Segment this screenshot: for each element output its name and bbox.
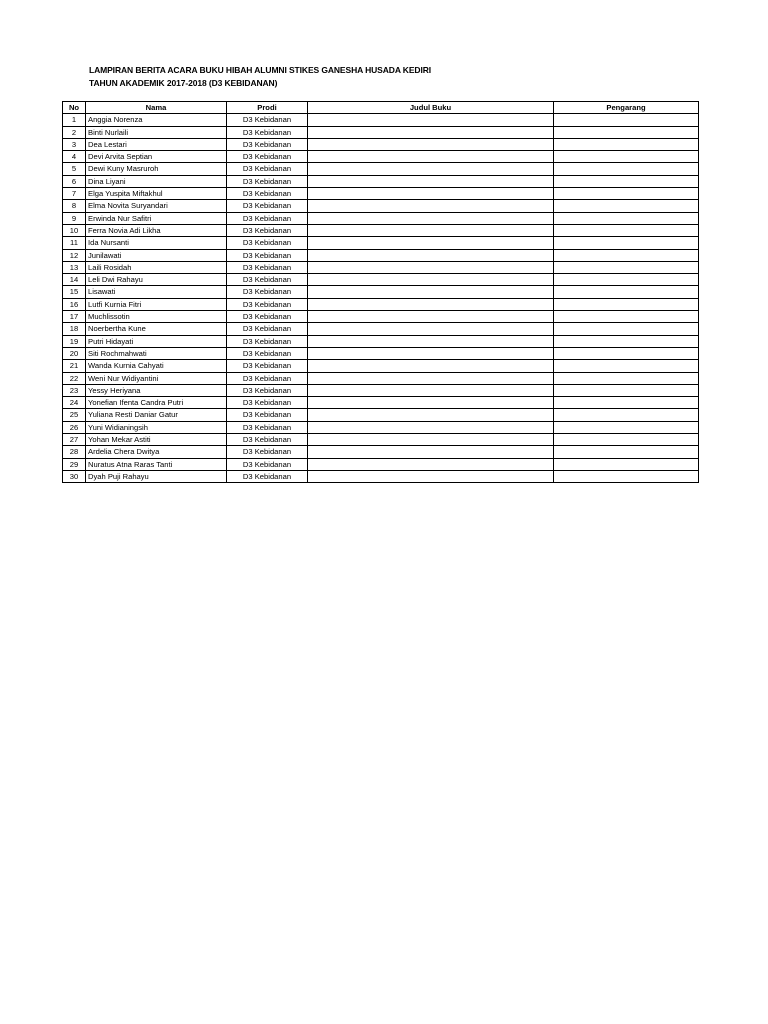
- cell-nama: Siti Rochmahwati: [86, 347, 227, 359]
- cell-no: 22: [63, 372, 86, 384]
- cell-no: 12: [63, 249, 86, 261]
- cell-prodi: D3 Kebidanan: [227, 126, 308, 138]
- header-prodi: Prodi: [227, 102, 308, 114]
- table-row: [63, 151, 699, 163]
- cell-nama: Elma Novita Suryandari: [86, 200, 227, 212]
- cell-judul-buku: [308, 249, 554, 261]
- cell-no: 10: [63, 224, 86, 236]
- cell-pengarang: [554, 274, 699, 286]
- cell-judul-buku: [308, 335, 554, 347]
- cell-judul-buku: [308, 311, 554, 323]
- cell-judul-buku: [308, 188, 554, 200]
- cell-pengarang: [554, 212, 699, 224]
- cell-prodi: D3 Kebidanan: [227, 397, 308, 409]
- cell-pengarang: [554, 421, 699, 433]
- cell-pengarang: [554, 224, 699, 236]
- cell-no: 6: [63, 175, 86, 187]
- cell-no: 5: [63, 163, 86, 175]
- table-row: [63, 397, 699, 409]
- cell-prodi: D3 Kebidanan: [227, 224, 308, 236]
- cell-no: 17: [63, 311, 86, 323]
- cell-no: 15: [63, 286, 86, 298]
- cell-judul-buku: [308, 224, 554, 236]
- cell-prodi: D3 Kebidanan: [227, 347, 308, 359]
- table-row: [63, 421, 699, 433]
- cell-pengarang: [554, 372, 699, 384]
- table-row: [63, 335, 699, 347]
- cell-no: 8: [63, 200, 86, 212]
- cell-pengarang: [554, 434, 699, 446]
- cell-nama: Elga Yuspita Miftakhul: [86, 188, 227, 200]
- table-body: [63, 114, 699, 483]
- cell-judul-buku: [308, 372, 554, 384]
- cell-pengarang: [554, 249, 699, 261]
- cell-nama: Lutfi Kurnia Fitri: [86, 298, 227, 310]
- cell-prodi: D3 Kebidanan: [227, 163, 308, 175]
- table-row: [63, 274, 699, 286]
- cell-judul-buku: [308, 434, 554, 446]
- book-grant-table: [62, 101, 699, 483]
- cell-nama: Leli Dwi Rahayu: [86, 274, 227, 286]
- cell-prodi: D3 Kebidanan: [227, 138, 308, 150]
- document-subtitle: TAHUN AKADEMIK 2017-2018 (D3 KEBIDANAN): [89, 78, 278, 88]
- table-row: [63, 409, 699, 421]
- cell-judul-buku: [308, 360, 554, 372]
- cell-prodi: D3 Kebidanan: [227, 151, 308, 163]
- cell-nama: Yuni Widianingsih: [86, 421, 227, 433]
- cell-pengarang: [554, 458, 699, 470]
- cell-pengarang: [554, 446, 699, 458]
- cell-pengarang: [554, 384, 699, 396]
- cell-pengarang: [554, 114, 699, 126]
- cell-judul-buku: [308, 397, 554, 409]
- table-row: [63, 347, 699, 359]
- cell-nama: Dina Liyani: [86, 175, 227, 187]
- cell-nama: Muchlissotin: [86, 311, 227, 323]
- cell-nama: Yonefian Ifenta Candra Putri: [86, 397, 227, 409]
- cell-prodi: D3 Kebidanan: [227, 175, 308, 187]
- table-row: [63, 175, 699, 187]
- cell-prodi: D3 Kebidanan: [227, 360, 308, 372]
- cell-nama: Dewi Kuny Masruroh: [86, 163, 227, 175]
- cell-nama: Yessy Heriyana: [86, 384, 227, 396]
- table-row: [63, 286, 699, 298]
- cell-nama: Dea Lestari: [86, 138, 227, 150]
- cell-no: 19: [63, 335, 86, 347]
- cell-prodi: D3 Kebidanan: [227, 188, 308, 200]
- cell-no: 16: [63, 298, 86, 310]
- cell-prodi: D3 Kebidanan: [227, 200, 308, 212]
- cell-prodi: D3 Kebidanan: [227, 409, 308, 421]
- table-row: [63, 470, 699, 482]
- cell-prodi: D3 Kebidanan: [227, 421, 308, 433]
- cell-prodi: D3 Kebidanan: [227, 470, 308, 482]
- cell-judul-buku: [308, 126, 554, 138]
- table-row: [63, 360, 699, 372]
- cell-prodi: D3 Kebidanan: [227, 372, 308, 384]
- cell-pengarang: [554, 335, 699, 347]
- table-row: [63, 311, 699, 323]
- cell-nama: Junilawati: [86, 249, 227, 261]
- table-row: [63, 434, 699, 446]
- cell-no: 13: [63, 261, 86, 273]
- table-row: [63, 298, 699, 310]
- cell-judul-buku: [308, 200, 554, 212]
- cell-prodi: D3 Kebidanan: [227, 261, 308, 273]
- cell-judul-buku: [308, 298, 554, 310]
- cell-judul-buku: [308, 261, 554, 273]
- table-row: [63, 237, 699, 249]
- table-row: [63, 126, 699, 138]
- cell-judul-buku: [308, 470, 554, 482]
- cell-judul-buku: [308, 138, 554, 150]
- cell-judul-buku: [308, 175, 554, 187]
- cell-no: 1: [63, 114, 86, 126]
- cell-pengarang: [554, 138, 699, 150]
- cell-judul-buku: [308, 212, 554, 224]
- cell-no: 28: [63, 446, 86, 458]
- cell-no: 7: [63, 188, 86, 200]
- header-no: No: [63, 102, 86, 114]
- cell-nama: Lisawati: [86, 286, 227, 298]
- cell-judul-buku: [308, 458, 554, 470]
- cell-nama: Ferra Novia Adi Likha: [86, 224, 227, 236]
- table-row: [63, 188, 699, 200]
- cell-prodi: D3 Kebidanan: [227, 274, 308, 286]
- cell-pengarang: [554, 323, 699, 335]
- cell-no: 30: [63, 470, 86, 482]
- document-heading: [89, 64, 431, 90]
- table-row: [63, 224, 699, 236]
- cell-pengarang: [554, 188, 699, 200]
- cell-judul-buku: [308, 163, 554, 175]
- cell-judul-buku: [308, 421, 554, 433]
- cell-no: 23: [63, 384, 86, 396]
- cell-prodi: D3 Kebidanan: [227, 249, 308, 261]
- cell-nama: Yohan Mekar Astiti: [86, 434, 227, 446]
- cell-pengarang: [554, 397, 699, 409]
- cell-nama: Binti Nurlaili: [86, 126, 227, 138]
- cell-no: 24: [63, 397, 86, 409]
- cell-no: 26: [63, 421, 86, 433]
- cell-pengarang: [554, 470, 699, 482]
- cell-judul-buku: [308, 446, 554, 458]
- cell-prodi: D3 Kebidanan: [227, 286, 308, 298]
- cell-prodi: D3 Kebidanan: [227, 434, 308, 446]
- cell-pengarang: [554, 298, 699, 310]
- cell-pengarang: [554, 163, 699, 175]
- cell-pengarang: [554, 200, 699, 212]
- table-header-row: [63, 102, 699, 114]
- cell-nama: Wanda Kurnia Cahyati: [86, 360, 227, 372]
- cell-pengarang: [554, 360, 699, 372]
- cell-nama: Erwinda Nur Safitri: [86, 212, 227, 224]
- cell-pengarang: [554, 126, 699, 138]
- cell-no: 3: [63, 138, 86, 150]
- cell-prodi: D3 Kebidanan: [227, 323, 308, 335]
- cell-no: 27: [63, 434, 86, 446]
- cell-judul-buku: [308, 323, 554, 335]
- table-row: [63, 200, 699, 212]
- cell-judul-buku: [308, 274, 554, 286]
- table-row: [63, 384, 699, 396]
- cell-pengarang: [554, 311, 699, 323]
- cell-pengarang: [554, 175, 699, 187]
- cell-no: 18: [63, 323, 86, 335]
- cell-pengarang: [554, 261, 699, 273]
- cell-nama: Yuliana Resti Daniar Gatur: [86, 409, 227, 421]
- table-row: [63, 163, 699, 175]
- cell-no: 14: [63, 274, 86, 286]
- cell-no: 9: [63, 212, 86, 224]
- cell-nama: Noerbertha Kune: [86, 323, 227, 335]
- header-pengarang: Pengarang: [554, 102, 699, 114]
- table-row: [63, 458, 699, 470]
- cell-no: 11: [63, 237, 86, 249]
- cell-nama: Ida Nursanti: [86, 237, 227, 249]
- cell-no: 29: [63, 458, 86, 470]
- cell-prodi: D3 Kebidanan: [227, 114, 308, 126]
- cell-prodi: D3 Kebidanan: [227, 446, 308, 458]
- header-judul-buku: Judul Buku: [308, 102, 554, 114]
- cell-pengarang: [554, 237, 699, 249]
- table-row: [63, 138, 699, 150]
- cell-no: 25: [63, 409, 86, 421]
- cell-no: 21: [63, 360, 86, 372]
- cell-nama: Anggia Norenza: [86, 114, 227, 126]
- cell-no: 4: [63, 151, 86, 163]
- cell-prodi: D3 Kebidanan: [227, 384, 308, 396]
- cell-prodi: D3 Kebidanan: [227, 212, 308, 224]
- cell-prodi: D3 Kebidanan: [227, 298, 308, 310]
- cell-judul-buku: [308, 347, 554, 359]
- cell-no: 20: [63, 347, 86, 359]
- cell-nama: Nuratus Atna Raras Tanti: [86, 458, 227, 470]
- header-nama: Nama: [86, 102, 227, 114]
- cell-prodi: D3 Kebidanan: [227, 335, 308, 347]
- table-row: [63, 261, 699, 273]
- cell-prodi: D3 Kebidanan: [227, 311, 308, 323]
- cell-judul-buku: [308, 409, 554, 421]
- cell-pengarang: [554, 409, 699, 421]
- cell-nama: Devi Arvita Septian: [86, 151, 227, 163]
- cell-pengarang: [554, 347, 699, 359]
- cell-prodi: D3 Kebidanan: [227, 237, 308, 249]
- cell-pengarang: [554, 151, 699, 163]
- cell-nama: Laili Rosidah: [86, 261, 227, 273]
- cell-nama: Putri Hidayati: [86, 335, 227, 347]
- table-row: [63, 372, 699, 384]
- cell-judul-buku: [308, 384, 554, 396]
- cell-nama: Weni Nur Widiyantini: [86, 372, 227, 384]
- cell-judul-buku: [308, 114, 554, 126]
- table-row: [63, 323, 699, 335]
- document-title: LAMPIRAN BERITA ACARA BUKU HIBAH ALUMNI STIKES GANESHA HUSADA KEDIRI: [89, 65, 432, 75]
- table-row: [63, 249, 699, 261]
- cell-judul-buku: [308, 286, 554, 298]
- table-row: [63, 212, 699, 224]
- cell-nama: Dyah Puji Rahayu: [86, 470, 227, 482]
- cell-judul-buku: [308, 151, 554, 163]
- cell-no: 2: [63, 126, 86, 138]
- cell-pengarang: [554, 286, 699, 298]
- cell-judul-buku: [308, 237, 554, 249]
- cell-prodi: D3 Kebidanan: [227, 458, 308, 470]
- cell-nama: Ardelia Chera Dwitya: [86, 446, 227, 458]
- table-row: [63, 446, 699, 458]
- table-row: [63, 114, 699, 126]
